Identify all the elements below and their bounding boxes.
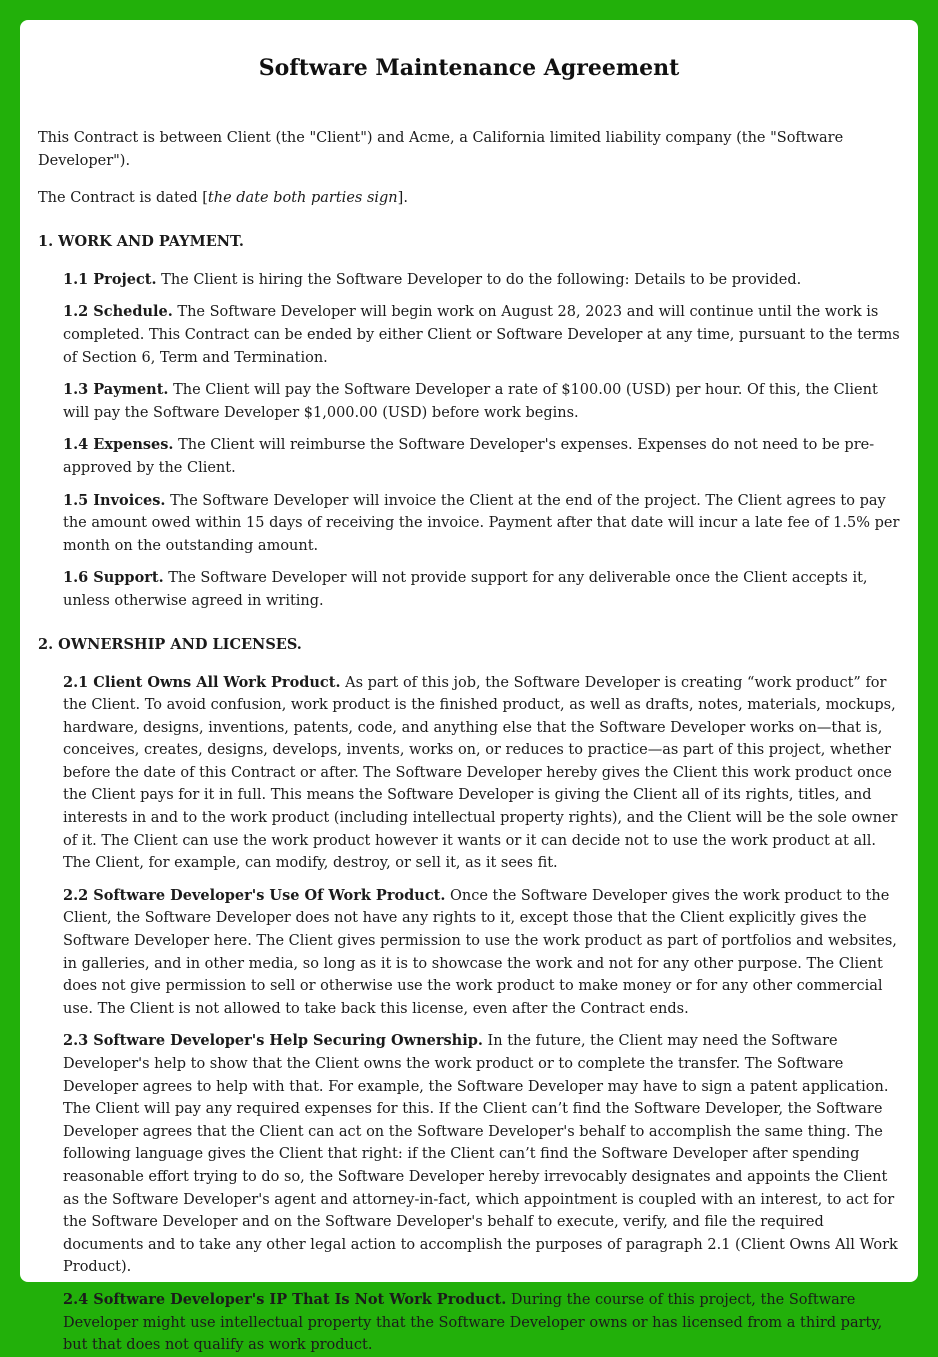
clause-1-4 <box>63 434 900 479</box>
clause-label: 1.5 Invoices. <box>63 491 166 509</box>
clause-1-1 <box>63 269 900 292</box>
clause-label: 1.6 Support. <box>63 569 164 587</box>
clause-label: 2.3 Software Developer's Help Securing Ownership. <box>63 1032 483 1050</box>
dated-paragraph <box>38 187 900 210</box>
clause-label: 2.2 Software Developer's Use Of Work Product. <box>63 886 446 904</box>
clause-text: The Client will reimburse the Software Developer's expenses. Expenses do not need to be pre-approved by the Client. <box>63 437 875 476</box>
dated-placeholder: the date both parties sign <box>207 190 398 207</box>
clause-text: As part of this job, the Software Developer is creating “work product” for the Client. To avoid confusion, work product is the finished product, as well as drafts, notes, materials, mockups, hardware, designs, inventions, patents, code, and anything else that the Software Developer works on—that is, conceives, creates, designs, develops, invents, works on, or reduces to practice—as part of this project, whether before the date of this Contract or after. The Software Developer hereby gives the Client this work product once the Client pays for it in full. This means the Software Developer is giving the Client all of its rights, titles, and interests in and to the work product (including intellectual property rights), and the Client will be the sole owner of it. The Client can use the work product however it wants or it can decide not to use the work product at all. The Client, for example, can modify, destroy, or sell it, as it sees fit. <box>63 674 898 872</box>
clause-text: The Software Developer will begin work on August 28, 2023 and will continue until the work is completed. This Contract can be ended by either Client or Software Developer at any time, pursuant to the terms of Section 6, Term and Termination. <box>63 304 900 366</box>
clause-1-2 <box>63 301 900 369</box>
dated-prefix: The Contract is dated [ <box>38 190 208 207</box>
clause-label: 1.2 Schedule. <box>63 303 173 321</box>
clause-label: 1.1 Project. <box>63 270 157 288</box>
clause-text: The Software Developer will invoice the Client at the end of the project. The Client agrees to pay the amount owed within 15 days of receiving the invoice. Payment after that date will incur a late fee of 1.5% per month on the outstanding amount. <box>63 492 900 554</box>
clause-1-6 <box>63 567 900 612</box>
clause-1-5 <box>63 490 900 558</box>
clause-2-4 <box>63 1289 900 1357</box>
clause-text: During the course of this project, the Software Developer might use intellectual property that the Software Developer owns or has licensed from a third party, but that does not qualify as work product. <box>63 1291 883 1354</box>
document-page <box>20 20 918 1354</box>
clause-label: 1.4 Expenses. <box>63 436 174 454</box>
clause-text: The Software Developer will not provide support for any deliverable once the Client accepts it, unless otherwise agreed in writing. <box>63 570 868 609</box>
clause-label: 2.4 Software Developer's IP That Is Not Work Product. <box>63 1290 507 1308</box>
section-heading-ownership-licenses: 2. OWNERSHIP AND LICENSES. <box>38 635 302 653</box>
clause-label: 2.1 Client Owns All Work Product. <box>63 673 341 691</box>
clause-text: In the future, the Client may need the Software Developer's help to show that the Client owns the work product or to complete the transfer. The Software Developer agrees to help with that. For example, the Software Developer may have to sign a patent application. The Client will pay any required expenses for this. If the Client can’t find the Software Developer, the Software Developer agrees that the Client can act on the Software Developer's behalf to accomplish the same thing. The following language gives the Client that right: if the Client can’t find the Software Developer after spending reasonable effort trying to do so, the Software Developer hereby irrevocably designates and appoints the Client as the Software Developer's agent and attorney-in-fact, which appointment is coupled with an interest, to act for the Software Developer and on the Software Developer's behalf to execute, verify, and file the required documents and to take any other legal action to accomplish the purposes of paragraph 2.1 (Client Owns All Work Product). <box>63 1033 898 1276</box>
clause-2-3 <box>63 1030 900 1279</box>
intro-paragraph: This Contract is between Client (the "Client") and Acme, a California limited liability company (the "Software Developer"). <box>38 130 844 169</box>
clause-label: 1.3 Payment. <box>63 381 169 399</box>
dated-suffix: ]. <box>397 190 408 207</box>
clause-1-3 <box>63 379 900 424</box>
section-heading-work-payment: 1. WORK AND PAYMENT. <box>38 232 244 250</box>
clause-2-2 <box>63 885 900 1021</box>
clause-2-1 <box>63 672 900 875</box>
clause-text: The Client will pay the Software Developer a rate of $100.00 (USD) per hour. Of this, the Client will pay the Software Developer $1,000.00 (USD) before work begins. <box>63 382 878 421</box>
document-title: Software Maintenance Agreement <box>258 55 680 81</box>
clause-text: The Client is hiring the Software Developer to do the following: Details to be provided. <box>156 271 802 288</box>
clause-text: Once the Software Developer gives the work product to the Client, the Software Developer does not have any rights to it, except those that the Client explicitly gives the Software Developer here. The Client gives permission to use the work product as part of portfolios and websites, in galleries, and in other media, so long as it is to showcase the work and not for any other purpose. The Client does not give permission to sell or otherwise use the work product to make money or for any other commercial use. The Client is not allowed to take back this license, even after the Contract ends. <box>63 887 897 1017</box>
